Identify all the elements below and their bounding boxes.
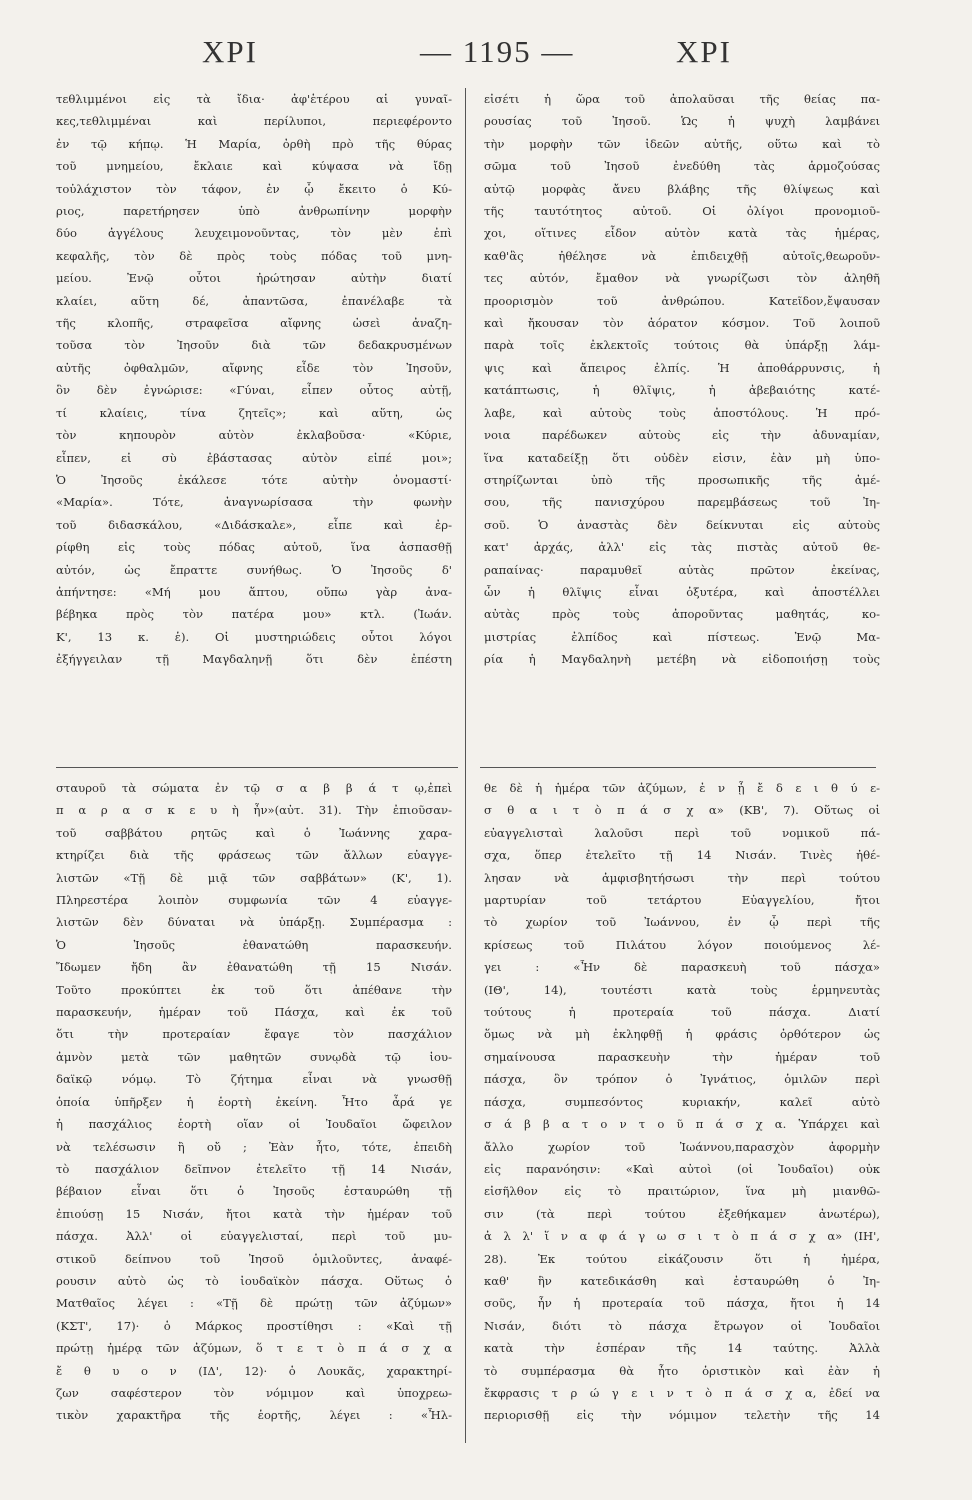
text-line: θε δὲ ἡ ἡμέρα τῶν ἀζύμων, ἐ ν ᾗ ἔ δ ε ι θ ύ ε-: [484, 781, 880, 795]
text-line: αὐτόν, ὡς ἔπραττε συνήθως. Ὁ Ἰησοῦς δ': [56, 562, 452, 577]
text-line: 28). Ἐκ τούτου εἰκάζουσιν ὅτι ἡ ἡμέρα,: [484, 1251, 880, 1266]
text-line: ἐξήγγειλαν τῇ Μαγδαληνῇ ὅτι δὲν ἐπέστη: [56, 652, 452, 667]
text-line: πάσχα, συμπεσόντος κυριακήν, καλεῖ αὐτὸ: [484, 1094, 880, 1109]
text-line: αὐτὰς πρὸς τοὺς ἀποροῦντας μαθητάς, κο-: [484, 607, 880, 622]
text-line: σχα, ὅπερ ἐτελεῖτο τῇ 14 Νισάν. Τινὲς ἠθέ-: [484, 848, 880, 863]
text-line: ἡ πασχάλιος ἑορτὴ οἵαν οἱ Ἰουδαῖοι ὤφειλον: [56, 1117, 452, 1132]
text-line: σου, τῆς πανισχύρου παρεμβάσεως τοῦ Ἰη-: [484, 495, 880, 510]
text-line: σοῦ. Ὁ ἀναστὰς δὲν δείκνυται εἰς αὐτοὺς: [484, 517, 880, 532]
text-line: ἵνα καταδείξῃ ὅτι οὐδὲν εἰσιν, ἐὰν μὴ ὑπο-: [484, 450, 880, 465]
left-column-footnote-text: [56, 777, 452, 1427]
page-number: — 1195 —: [420, 34, 575, 69]
text-line: στικοῦ δείπνου τοῦ Ἰησοῦ ὁμιλοῦντες, ἀναφέ-: [56, 1251, 452, 1266]
text-line: τοὐλάχιστον τὸν τάφον, ἐν ᾧ ἔκειτο ὁ Κύ-: [56, 181, 452, 196]
text-line: μείου. Ἐνῷ οὗτοι ἠρώτησαν αὐτὴν διατί: [56, 271, 452, 286]
text-line: κεφαλῆς, τὸν δὲ πρὸς τοὺς πόδας τοῦ μνη-: [56, 248, 452, 263]
text-line: περιορισθῇ εἰς τὴν νόμιμον τελετὴν τῆς 14: [484, 1408, 880, 1423]
text-line: ἄλλο χωρίον τοῦ Ἰωάννου,παρασχὸν ἀφορμὴν: [484, 1139, 880, 1154]
header-right-keyword: ΧΡΙ: [676, 34, 732, 69]
text-line: (ΚΣΤ', 17)· ὁ Μάρκος προστίθησι : «Καὶ τῇ: [56, 1318, 452, 1333]
text-line: τοῦ μνημείου, ἔκλαιε καὶ κύψασα νὰ ἴδῃ: [56, 159, 452, 174]
text-line: ἐπιούσῃ 15 Νισάν, ἤτοι κατὰ τὴν ἡμέραν τοῦ: [56, 1206, 452, 1221]
text-line: ἔ θ υ ο ν (ΙΔ', 12)· ὁ Λουκᾶς, χαρακτηρί-: [56, 1363, 452, 1378]
text-line: ψις καὶ ἄπειρος ἐλπίς. Ἡ ἀποθάρρυνσις, ἡ: [484, 360, 880, 375]
text-line: τῆς ταυτότητος αὐτοῦ. Οἱ ὀλίγοι προνομιοῦ-: [484, 204, 880, 219]
footnote-rule-right: [480, 767, 876, 768]
text-line: σ θ α ι τ ὸ π ά σ χ α» (ΚΒ', 7). Οὕτως οἱ: [484, 803, 880, 818]
text-line: καθ' ἣν κατεδικάσθη καὶ ἐσταυρώθη ὁ Ἰη-: [484, 1273, 880, 1288]
text-line: Πληρεστέρα λοιπὸν συμφωνία τῶν 4 εὐαγγε-: [56, 893, 452, 908]
text-line: νοια παρέδωκεν αὐτοὺς εἰς τὴν ἀδυναμίαν,: [484, 428, 880, 443]
text-line: τοῦσα τὸν Ἰησοῦν διὰ τῶν δεδακρυσμένων: [56, 338, 452, 353]
text-line: τούτους ἡ προτεραία τοῦ πάσχα. Διατί: [484, 1005, 880, 1020]
text-line: μαρτυρίαν τοῦ τετάρτου Εὐαγγελίου, ἤτοι: [484, 893, 880, 908]
text-line: Τοῦτο προκύπτει ἐκ τοῦ ὅτι ἀπέθανε τὴν: [56, 982, 452, 997]
text-line: πρώτῃ ἡμέρᾳ τῶν ἀζύμων, ὅ τ ε τ ὸ π ά σ χ α: [56, 1341, 452, 1356]
text-line: χοι, οἵτινες εἶδον αὐτὸν κατὰ τὰς ἡμέρας,: [484, 226, 880, 241]
text-line: τὸ συμπέρασμα θὰ ἦτο ὁριστικὸν καὶ ἐὰν ἡ: [484, 1363, 880, 1378]
text-line: «Μαρία». Τότε, ἀναγνωρίσασα τὴν φωνὴν: [56, 495, 452, 510]
text-line: ἀ λ λ' ἵ ν α φ ά γ ω σ ι τ ὸ π ά σ χ α» (ΙΗ',: [484, 1229, 880, 1244]
text-line: τί κλαίεις, τίνα ζητεῖς»; καὶ αὕτη, ὡς: [56, 405, 452, 420]
text-line: σ ά β β α τ ο ν τ ο ῦ π ά σ χ α. Ὑπάρχει καὶ: [484, 1117, 880, 1132]
text-line: εἰσέτι ἡ ὥρα τοῦ ἀπολαῦσαι τῆς θείας πα-: [484, 92, 880, 106]
text-line: τοῦ διδασκάλου, «Διδάσκαλε», εἶπε καὶ ἐρ-: [56, 517, 452, 532]
left-column-main-text: [56, 88, 452, 671]
text-line: ρουσιν αὐτὸ ὡς τὸ ἰουδαϊκὸν πάσχα. Οὕτως ὁ: [56, 1273, 452, 1288]
text-line: ζων σαφέστερον τὸν νόμιμον καὶ ὑποχρεω-: [56, 1385, 452, 1400]
text-line: τικὸν χαρακτῆρα τῆς ἑορτῆς, λέγει : «Ἦλ-: [56, 1408, 452, 1423]
text-line: ρία ἡ Μαγδαληνὴ μετέβη νὰ εἰδοποιήσῃ τοὺς: [484, 652, 880, 667]
text-line: κες,τεθλιμμέναι καὶ περίλυποι, περιεφέροντο: [56, 114, 452, 129]
text-line: κτηρίζει διὰ τῆς φράσεως τῶν ἄλλων εὐαγγε-: [56, 848, 452, 863]
text-line: ὃν δὲν ἐγνώρισε: «Γύναι, εἶπεν οὗτος αὐτῇ,: [56, 383, 452, 398]
text-line: καὶ ἤκουσαν τὸν ἀόρατον κόσμον. Τοῦ λοιποῦ: [484, 316, 880, 331]
text-line: ὅμως νὰ μὴ ἐκληφθῇ ἡ φράσις ὀρθότερον ὡς: [484, 1027, 880, 1042]
text-line: βέβηκα πρὸς τὸν πατέρα μου» κτλ. (Ἰωάν.: [56, 607, 452, 622]
text-line: τὸ χωρίον τοῦ Ἰωάννου, ἐν ᾧ περὶ τῆς: [484, 915, 880, 930]
text-line: ἔκφρασις τ ρ ώ γ ε ι ν τ ὸ π ά σ χ α, ἐδεί να: [484, 1385, 880, 1400]
text-line: ὧν ἡ θλῖψις εἶναι ὀξυτέρα, καὶ ἀποστέλλει: [484, 584, 880, 599]
text-line: π α ρ α σ κ ε υ ὴ ἦν»(αὐτ. 31). Τὴν ἐπιοῦσαν-: [56, 803, 452, 818]
text-line: νὰ τελέσωσιν ἢ οὔ ; Ἐὰν ἦτο, τότε, ἐπειδὴ: [56, 1139, 452, 1154]
text-line: τὴν μορφὴν τῶν ἰδεῶν αὐτῆς, οὕτω καὶ τὸ: [484, 136, 880, 151]
text-line: σιν (τὰ περὶ τούτου ἐξεθήκαμεν ἀνωτέρω),: [484, 1206, 880, 1221]
text-line: προορισμὸν τοῦ ἀνθρώπου. Κατεῖδον,ἔψαυσαν: [484, 293, 880, 308]
text-line: δαϊκῷ νόμῳ. Τὸ ζήτημα εἶναι νὰ γνωσθῇ: [56, 1072, 452, 1087]
text-line: εἰσῆλθον εἰς τὸ πραιτώριον, ἵνα μὴ μιανθῶ-: [484, 1184, 880, 1199]
text-line: κατάπτωσις, ἡ θλῖψις, ἡ ἀβεβαιότης κατέ-: [484, 383, 880, 398]
text-line: (ΙΘ', 14), τουτέστι κατὰ τοὺς ἑρμηνευτὰς: [484, 982, 880, 997]
text-line: λιστῶν δὲν δύναται νὰ ὑπάρξῃ. Συμπέρασμα :: [56, 915, 452, 930]
text-line: εἶπεν, εἰ σὺ ἐβάστασας αὐτὸν εἰπέ μοι»;: [56, 450, 452, 465]
text-line: κλαίει, αὕτη δέ, ἀπαντῶσα, ἐπανέλαβε τὰ: [56, 293, 452, 308]
text-line: κατὰ τὴν ἑσπέραν τῆς 14 ταύτης. Ἀλλὰ: [484, 1341, 880, 1356]
text-line: ὁποία ὑπῆρξεν ἡ ἑορτὴ ἐκείνη. Ἦτο ἆρά γε: [56, 1094, 452, 1109]
text-line: τῆς κλοπῆς, στραφεῖσα αἴφνης ὡσεὶ ἀναζη-: [56, 316, 452, 331]
footnote-rule-left: [56, 767, 458, 768]
text-line: Ὁ Ἰησοῦς ἐκάλεσε τότε αὐτὴν ὀνομαστί·: [56, 472, 452, 487]
text-line: εἰς παρανόησιν: «Καὶ αὐτοὶ (οἱ Ἰουδαῖοι) οὐκ: [484, 1161, 880, 1176]
text-line: ραπαίνας· παραμυθεῖ αὐτὰς πρῶτον ἐκείνας,: [484, 562, 880, 577]
text-line: πάσχα, ὃν τρόπον ὁ Ἰγνάτιος, ὁμιλῶν περὶ: [484, 1072, 880, 1087]
text-line: τοῦ σαββάτου ρητῶς καὶ ὁ Ἰωάννης χαρα-: [56, 825, 452, 840]
text-line: λησαν νὰ ἀμφισβητήσωσι τὴν περὶ τούτου: [484, 870, 880, 885]
text-line: ρουσίας τοῦ Ἰησοῦ. Ὡς ἡ ψυχὴ λαμβάνει: [484, 114, 880, 129]
text-line: σημαίνουσα παρασκευὴν τὴν ἡμέραν τοῦ: [484, 1049, 880, 1064]
text-line: πάσχα. Ἀλλ' οἱ εὐαγγελισταί, περὶ τοῦ μυ-: [56, 1229, 452, 1244]
text-line: στηρίζωνται ὑπὸ τῆς προσωπικῆς τῆς ἀμέ-: [484, 472, 880, 487]
text-line: γει : «Ἦν δὲ παρασκευὴ τοῦ πάσχα»: [484, 960, 880, 975]
text-line: εὐαγγελισταὶ λαλοῦσι περὶ τοῦ νομικοῦ πά-: [484, 825, 880, 840]
column-divider: [465, 88, 466, 1443]
header-left-keyword: ΧΡΙ: [202, 34, 258, 69]
text-line: ριος, παρετήρησεν ὑπὸ ἀνθρωπίνην μορφὴν: [56, 204, 452, 219]
text-line: τὸν κηπουρὸν αὐτὸν ἐκλαβοῦσα· «Κύριε,: [56, 428, 452, 443]
text-line: αὐτῷ μορφὰς ἄνευ βλάβης τῆς θλίψεως καὶ: [484, 181, 880, 196]
page-header: [0, 34, 972, 74]
text-line: μιστρίας ἐλπίδος καὶ πίστεως. Ἐνῷ Μα-: [484, 629, 880, 644]
text-line: τεθλιμμένοι εἰς τὰ ἴδια· ἀφ'ἑτέρου αἱ γυναῖ-: [56, 92, 452, 106]
right-column-main-text: [484, 88, 880, 671]
text-line: λαβε, καὶ αὐτοὺς τοὺς ἀποστόλους. Ἡ πρό-: [484, 405, 880, 420]
text-line: σταυροῦ τὰ σώματα ἐν τῷ σ α β β ά τ ῳ,ἐπεὶ: [56, 781, 452, 795]
text-line: κατ' ἀρχάς, ἀλλ' εἰς τὰς πιστὰς αὐτοῦ θε-: [484, 540, 880, 555]
text-line: ἀπήντησε: «Μή μου ἅπτου, οὔπω γὰρ ἀνα-: [56, 584, 452, 599]
text-line: λιστῶν «Τῇ δὲ μιᾷ τῶν σαββάτων» (Κ', 1).: [56, 870, 452, 885]
text-line: ἀμνὸν μετὰ τῶν μαθητῶν συνῳδὰ τῷ ἰου-: [56, 1049, 452, 1064]
text-line: Νισάν, διότι τὸ πάσχα ἔτρωγον οἱ Ἰουδαῖοι: [484, 1318, 880, 1333]
text-line: τὸ πασχάλιον δεῖπνον ἐτελεῖτο τῇ 14 Νισάν,: [56, 1161, 452, 1176]
text-line: σοῦς, ἦν ἡ προτεραία τοῦ πάσχα, ἤτοι ἡ 14: [484, 1296, 880, 1311]
text-line: Κ', 13 κ. ἑ). Οἱ μυστηριώδεις οὗτοι λόγοι: [56, 629, 452, 644]
text-line: δύο ἀγγέλους λευχειμονοῦντας, τὸν μὲν ἐπὶ: [56, 226, 452, 241]
text-line: τες αὐτόν, ἔμαθον νὰ γνωρίζωσι τὸν ἀληθῆ: [484, 271, 880, 286]
text-line: ὅτι τὴν προτεραίαν ἔφαγε τὸν πασχάλιον: [56, 1027, 452, 1042]
text-line: παρὰ τοῖς ἐκλεκτοῖς τούτοις θὰ ὑπάρξῃ λάμ-: [484, 338, 880, 353]
text-line: παρασκευήν, ἡμέραν τοῦ Πάσχα, καὶ ἐκ τοῦ: [56, 1005, 452, 1020]
text-line: Ἴδωμεν ἤδη ἂν ἐθανατώθη τῇ 15 Νισάν.: [56, 960, 452, 975]
text-line: κρίσεως τοῦ Πιλάτου λόγον ποιούμενος λέ-: [484, 937, 880, 952]
text-line: Ὁ Ἰησοῦς ἐθανατώθη παρασκευήν.: [56, 937, 452, 952]
text-line: καθ'ἃς ἠθέλησε νὰ ἐπιδειχθῇ αὐτοῖς,θεωροῦν-: [484, 248, 880, 263]
text-line: βέβαιον εἶναι ὅτι ὁ Ἰησοῦς ἐσταυρώθη τῇ: [56, 1184, 452, 1199]
text-line: ρίφθη εἰς τοὺς πόδας αὐτοῦ, ἵνα ἀσπασθῇ: [56, 540, 452, 555]
text-line: Ματθαῖος λέγει : «Τῇ δὲ πρώτῃ τῶν ἀζύμων»: [56, 1296, 452, 1311]
text-line: ἐν τῷ κήπῳ. Ἡ Μαρία, ὀρθὴ πρὸ τῆς θύρας: [56, 136, 452, 151]
text-line: σῶμα τοῦ Ἰησοῦ ἐνεδύθη τὰς ἁρμοζούσας: [484, 159, 880, 174]
text-line: αὐτῆς ὀφθαλμῶν, αἴφνης εἶδε τὸν Ἰησοῦν,: [56, 360, 452, 375]
right-column-footnote-text: [484, 777, 880, 1427]
